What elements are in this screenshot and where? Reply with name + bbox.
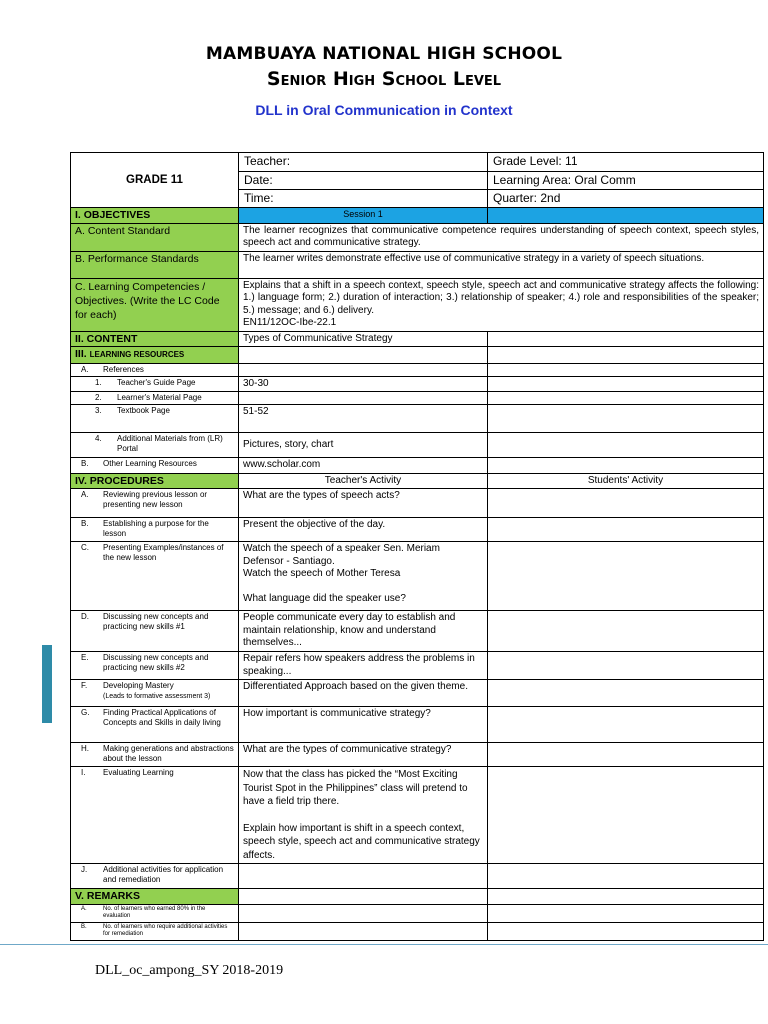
time-label: Time:	[239, 190, 488, 208]
procedure-label	[71, 864, 239, 889]
objectives-header: I. OBJECTIVES	[71, 208, 239, 224]
procedure-label	[71, 489, 239, 518]
other-resources-value: www.scholar.com	[239, 458, 488, 474]
procedure-line: Explain how important is shift in a speech context, speech style, speech act and communicative strategy affects.	[243, 822, 480, 861]
references-blank-2	[488, 363, 764, 376]
procedure-student-activity	[488, 864, 764, 889]
procedure-text: Discussing new concepts and practicing new skills #1	[103, 612, 209, 631]
procedure-letter: D.	[81, 612, 89, 621]
procedure-line: Now that the class has picked the “Most Exciting Tourist Spot in the Philippines” class will pretend to have a field trip there.	[243, 769, 468, 807]
procedure-line: Watch the speech of a speaker Sen. Meriam Defensor - Santiago.	[243, 543, 440, 567]
procedure-label	[71, 542, 239, 611]
procedure-teacher-activity	[239, 864, 488, 889]
resource-label: Textbook Page	[117, 406, 170, 415]
resource-value: Pictures, story, chart	[239, 433, 488, 458]
procedure-line	[243, 809, 483, 822]
school-level	[0, 68, 768, 90]
procedure-student-activity	[488, 518, 764, 542]
side-bookmark-bar	[42, 645, 52, 723]
procedure-teacher-activity: What are the types of speech acts?	[239, 489, 488, 518]
procedure-student-activity	[488, 707, 764, 743]
procedure-letter: C.	[81, 543, 89, 552]
procedure-text: Making generations and abstractions about the lesson	[103, 744, 234, 763]
teacher-label: Teacher:	[239, 153, 488, 172]
procedure-label	[71, 680, 239, 707]
resources-header	[71, 347, 239, 364]
remarks-blank-1	[239, 889, 488, 905]
procedure-label	[71, 518, 239, 542]
procedure-text: Establishing a purpose for the lesson	[103, 519, 209, 538]
procedure-teacher-activity: People communicate every day to establish and maintain relationship, know and understand themselves...	[239, 611, 488, 652]
resource-value: 30-30	[239, 376, 488, 392]
remarks-row-label	[71, 904, 239, 922]
procedure-line: Watch the speech of Mother Teresa	[243, 568, 401, 579]
procedure-text: Discussing new concepts and practicing new skills #2	[103, 653, 209, 672]
procedure-teacher-activity	[239, 767, 488, 864]
resource-label: Teacher's Guide Page	[117, 377, 196, 387]
procedure-student-activity	[488, 611, 764, 652]
teacher-activity-header: Teacher's Activity	[239, 473, 488, 489]
procedure-letter: I.	[81, 768, 86, 777]
procedure-letter: G.	[81, 708, 90, 717]
resource-row-label	[71, 376, 239, 392]
procedure-letter: A.	[81, 490, 89, 499]
procedure-text: Presenting Examples/instances of the new lesson	[103, 543, 224, 562]
resource-label: Additional Materials from (LR) Portal	[117, 434, 223, 453]
procedure-letter: E.	[81, 653, 89, 662]
remarks-blank	[488, 922, 764, 940]
procedure-student-activity	[488, 680, 764, 707]
resource-blank	[488, 392, 764, 405]
remarks-letter: A.	[81, 905, 87, 912]
competencies-label: C. Learning Competencies / Objectives. (Write the LC Code for each)	[71, 278, 239, 331]
procedure-line: What language did the speaker use?	[243, 593, 406, 604]
remarks-row-label	[71, 922, 239, 940]
quarter-label: Quarter: 2nd	[488, 190, 764, 208]
school-level-text: Senior High School Level	[266, 68, 502, 90]
procedure-text: Reviewing previous lesson or presenting new lesson	[103, 490, 208, 509]
performance-standards-text: The learner writes demonstrate effective use of communicative strategy in a variety of speech situations.	[239, 251, 764, 278]
resource-row-label	[71, 433, 239, 458]
resource-num: 4.	[95, 434, 102, 443]
remarks-header: V. REMARKS	[71, 889, 239, 905]
procedure-label	[71, 611, 239, 652]
content-blank	[488, 331, 764, 347]
content-standard-text: The learner recognizes that communicative competence requires understanding of speech context, speech styles, speech act and communicative strategy.	[239, 223, 764, 251]
resource-num: 1.	[95, 377, 102, 387]
remarks-value	[239, 922, 488, 940]
procedure-label	[71, 767, 239, 864]
procedure-letter: H.	[81, 744, 89, 753]
procedures-header: IV. PROCEDURES	[71, 473, 239, 489]
grade-cell: GRADE 11	[71, 153, 239, 208]
resource-row-label	[71, 405, 239, 433]
references-blank-1	[239, 363, 488, 376]
other-resources-letter: B.	[81, 459, 89, 468]
remarks-value	[239, 904, 488, 922]
procedure-teacher-activity: How important is communicative strategy?	[239, 707, 488, 743]
procedure-text: Additional activities for application and remediation	[103, 865, 224, 884]
resource-value	[239, 392, 488, 405]
resources-title: LEARNING RESOURCES	[89, 350, 185, 359]
procedure-student-activity	[488, 652, 764, 680]
procedure-teacher-activity	[239, 542, 488, 611]
references-label	[71, 363, 239, 376]
session-blank	[488, 208, 764, 224]
resource-blank	[488, 376, 764, 392]
resource-row-label	[71, 392, 239, 405]
other-resources-blank	[488, 458, 764, 474]
procedure-student-activity	[488, 489, 764, 518]
references-letter: A.	[81, 364, 89, 374]
session-label: Session 1	[239, 208, 488, 224]
procedure-text: Finding Practical Applications of Concepts and Skills in daily living	[103, 708, 221, 727]
procedure-teacher-activity: Differentiated Approach based on the given theme.	[239, 680, 488, 707]
procedure-student-activity	[488, 767, 764, 864]
resource-label: Learner's Material Page	[117, 393, 202, 402]
resource-num: 3.	[95, 406, 102, 415]
procedure-label	[71, 743, 239, 767]
footer-rule	[0, 944, 768, 945]
school-name: MAMBUAYA NATIONAL HIGH SCHOOL	[205, 44, 563, 64]
lc-code: EN11/12OC-Ibe-22.1	[243, 317, 337, 328]
remarks-text: No. of learners who require additional activities for remediation	[103, 923, 228, 937]
procedure-sublabel: (Leads to formative assessment 3)	[103, 693, 211, 700]
resource-num: 2.	[95, 393, 102, 402]
dll-title: DLL in Oral Communication in Context	[255, 102, 513, 118]
content-value: Types of Communicative Strategy	[239, 331, 488, 347]
grade-level-label: Grade Level: 11	[488, 153, 764, 172]
procedure-label	[71, 652, 239, 680]
procedure-student-activity	[488, 743, 764, 767]
procedure-teacher-activity: Repair refers how speakers address the problems in speaking...	[239, 652, 488, 680]
resources-blank-1	[239, 347, 488, 364]
resource-blank	[488, 405, 764, 433]
resources-blank-2	[488, 347, 764, 364]
students-activity-header: Students' Activity	[488, 473, 764, 489]
resource-blank	[488, 433, 764, 458]
date-label: Date:	[239, 172, 488, 190]
procedure-text: Developing Mastery	[103, 681, 174, 690]
procedure-text: Evaluating Learning	[103, 768, 174, 777]
remarks-blank	[488, 904, 764, 922]
procedure-line	[243, 581, 483, 594]
remarks-text: No. of learners who earned 80% in the evaluation	[103, 905, 206, 919]
resources-roman: III.	[75, 348, 87, 360]
dll-table	[70, 152, 764, 941]
resource-value: 51-52	[239, 405, 488, 433]
other-resources-text: Other Learning Resources	[103, 459, 197, 468]
other-resources-label	[71, 458, 239, 474]
content-header: II. CONTENT	[71, 331, 239, 347]
procedure-letter: B.	[81, 519, 89, 528]
competencies-text: Explains that a shift in a speech context, speech style, speech act and communicative strategy affects the following: 1.) language form; 2.) duration of interaction; 3.) relationship of speaker; 4.) role and responsibilities of the speaker; 5.) message; and 6.) delivery.	[243, 279, 759, 316]
procedure-letter: F.	[81, 681, 88, 690]
procedure-letter: J.	[81, 865, 88, 874]
content-standard-label: A. Content Standard	[71, 223, 239, 251]
procedure-teacher-activity: What are the types of communicative strategy?	[239, 743, 488, 767]
remarks-letter: B.	[81, 923, 87, 930]
references-text: References	[103, 364, 144, 374]
competencies-cell	[239, 278, 764, 331]
procedure-label	[71, 707, 239, 743]
learning-area-label: Learning Area: Oral Comm	[488, 172, 764, 190]
procedure-student-activity	[488, 542, 764, 611]
footer-text: DLL_oc_ampong_SY 2018-2019	[95, 963, 284, 978]
performance-standards-label: B. Performance Standards	[71, 251, 239, 278]
remarks-blank-2	[488, 889, 764, 905]
procedure-teacher-activity: Present the objective of the day.	[239, 518, 488, 542]
